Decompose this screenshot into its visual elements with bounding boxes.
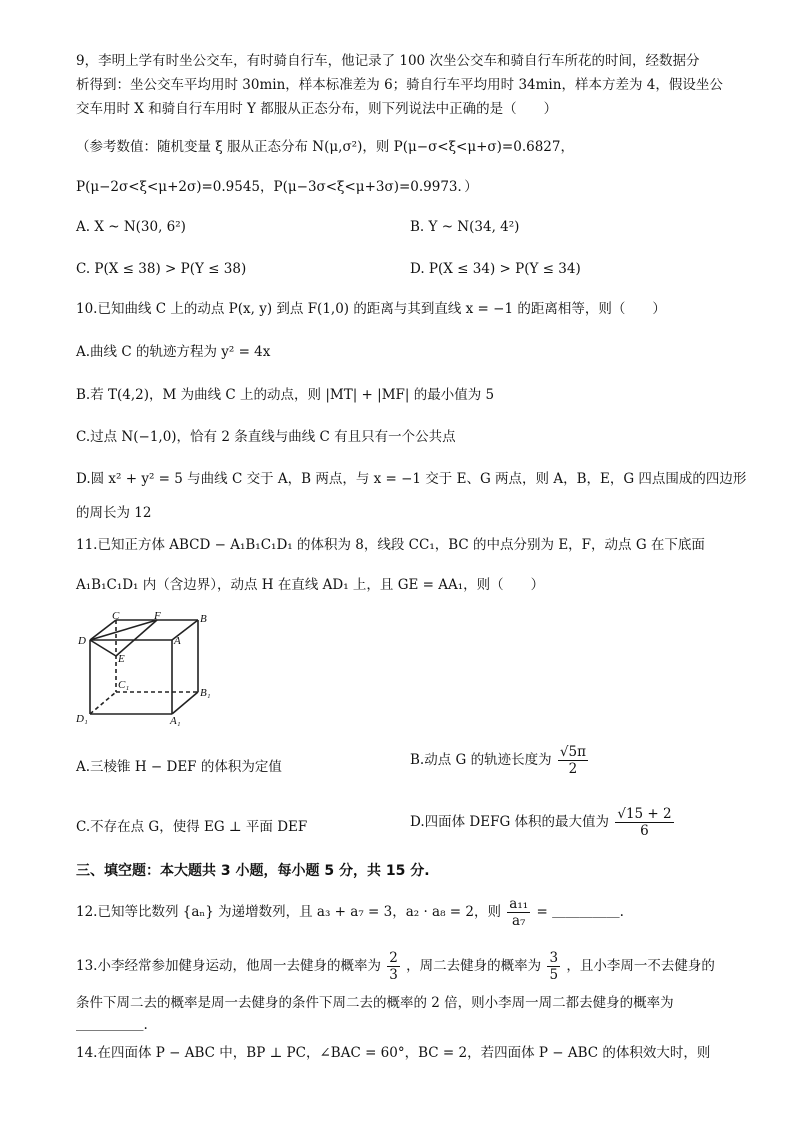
q9-line3: 交车用时 X 和骑自行车用时 Y 都服从正态分布，则下列说法中正确的是（ ） <box>76 101 558 117</box>
q9-reference-1: （参考数值：随机变量 ξ 服从正态分布 N(μ,σ²)，则 P(μ−σ<ξ<μ+σ)=0.6827， <box>76 139 574 155</box>
q12-text: 12.已知等比数列 {aₙ} 为递增数列，且 a₃ + a₇ = 3，a₂ · a₈ = 2，则 <box>76 904 501 920</box>
q13-f2-denominator: 5 <box>549 967 559 983</box>
q13-line2: 条件下周二去的概率是周一去健身的条件下周二去的概率的 2 倍，则小李周一周二都去健身的概率为 <box>76 995 674 1011</box>
q11-option-d <box>410 806 676 839</box>
q13-f1-denominator: 3 <box>389 967 398 983</box>
q11-option-d-fraction <box>615 806 673 839</box>
q10-option-c: C.过点 N(−1,0)，恰有 2 条直线与曲线 C 有且只有一个公共点 <box>76 429 456 445</box>
q12-denominator: a₇ <box>512 913 526 929</box>
q9-option-a: A. X ~ N(30, 6²) <box>76 219 186 235</box>
q13-fraction-2 <box>547 950 560 983</box>
q10-option-d-line1: D.圆 x² + y² = 5 与曲线 C 交于 A，B 两点，与 x = −1 交于 E、G 两点，则 A，B，E，G 四点围成的四边形 <box>76 471 747 487</box>
label-a: A <box>174 635 181 647</box>
cube-figure <box>76 610 211 727</box>
q11-option-d-denominator: 6 <box>640 823 649 839</box>
label-e: E <box>118 653 125 665</box>
label-a1: A₁ <box>170 715 181 727</box>
q12-numerator: a₁₁ <box>509 896 529 912</box>
q10-stem: 10.已知曲线 C 上的动点 P(x, y) 到点 F(1,0) 的距离与其到直线 x = −1 的距离相等，则（ ） <box>76 301 666 317</box>
q11-option-b-denominator: 2 <box>568 761 578 777</box>
label-d1: D₁ <box>76 713 88 725</box>
section-3-heading: 三、填空题：本大题共 3 小题，每小题 5 分，共 15 分. <box>76 863 430 879</box>
q11-option-b-text: B.动点 G 的轨迹长度为 <box>410 752 552 768</box>
q10-option-d-line2: 的周长为 12 <box>76 505 152 521</box>
q9-option-b: B. Y ~ N(34, 4²) <box>410 219 520 235</box>
q11-stem-line1: 11.已知正方体 ABCD − A₁B₁C₁D₁ 的体积为 8，线段 CC₁，BC 的中点分别为 E，F，动点 G 在下底面 <box>76 537 705 553</box>
q9-option-d: D. P(X ≤ 34) > P(Y ≤ 34) <box>410 261 581 277</box>
label-b1: B₁ <box>200 687 211 699</box>
q9-option-c: C. P(X ≤ 38) > P(Y ≤ 38) <box>76 261 247 277</box>
q10-option-b: B.若 T(4,2)，M 为曲线 C 上的动点，则 |MT| + |MF| 的最小值为 5 <box>76 387 495 403</box>
label-b: B <box>200 613 207 625</box>
q13-text-2: ，周二去健身的概率为 <box>406 958 542 974</box>
q11-option-b-fraction <box>558 744 588 777</box>
q11-option-a: A.三棱锥 H − DEF 的体积为定值 <box>76 759 282 775</box>
q12-line <box>76 896 624 929</box>
q9-line2: 析得到：坐公交车平均用时 30min，样本标准差为 6；骑自行车平均用时 34min，样本方差为 4，假设坐公 <box>76 77 723 93</box>
q13-answer-blank[interactable]: ＿＿＿＿＿. <box>76 1017 148 1033</box>
label-c: C <box>112 610 120 622</box>
q10-option-a: A.曲线 C 的轨迹方程为 y² = 4x <box>76 344 271 360</box>
q11-option-c: C.不存在点 G，使得 EG ⊥ 平面 DEF <box>76 819 308 835</box>
label-c1: C₁ <box>118 679 130 691</box>
q13-text-3: ，且小李周一不去健身的 <box>566 958 715 974</box>
q11-stem-line2: A₁B₁C₁D₁ 内（含边界），动点 H 在直线 AD₁ 上，且 GE = AA₁，则（ ） <box>76 577 545 593</box>
q12-fraction <box>507 896 530 929</box>
q13-line1 <box>76 950 715 983</box>
q11-option-b-numerator: √5π <box>559 744 586 760</box>
label-f: F <box>154 610 161 622</box>
q13-fraction-1 <box>387 950 400 983</box>
q13-text-1: 13.小李经常参加健身运动，他周一去健身的概率为 <box>76 958 381 974</box>
q13-f2-numerator: 3 <box>549 950 559 966</box>
q9-reference-2: P(μ−2σ<ξ<μ+2σ)=0.9545，P(μ−3σ<ξ<μ+3σ)=0.9973．） <box>76 179 478 195</box>
q9-line1: 9，李明上学有时坐公交车，有时骑自行车，他记录了 100 次坐公交车和骑自行车所花的时间，经数据分 <box>76 53 700 69</box>
q14-stem: 14.在四面体 P − ABC 中，BP ⊥ PC，∠BAC = 60°，BC = 2，若四面体 P − ABC 的体积效大时，则 <box>76 1045 711 1061</box>
q12-answer-blank[interactable]: = ＿＿＿＿＿. <box>536 904 624 920</box>
q11-option-b <box>410 744 590 777</box>
q13-f1-numerator: 2 <box>389 950 398 966</box>
label-d: D <box>78 635 86 647</box>
q11-option-d-text: D.四面体 DEFG 体积的最大值为 <box>410 814 610 830</box>
q11-option-d-numerator: √15 + 2 <box>617 806 672 822</box>
